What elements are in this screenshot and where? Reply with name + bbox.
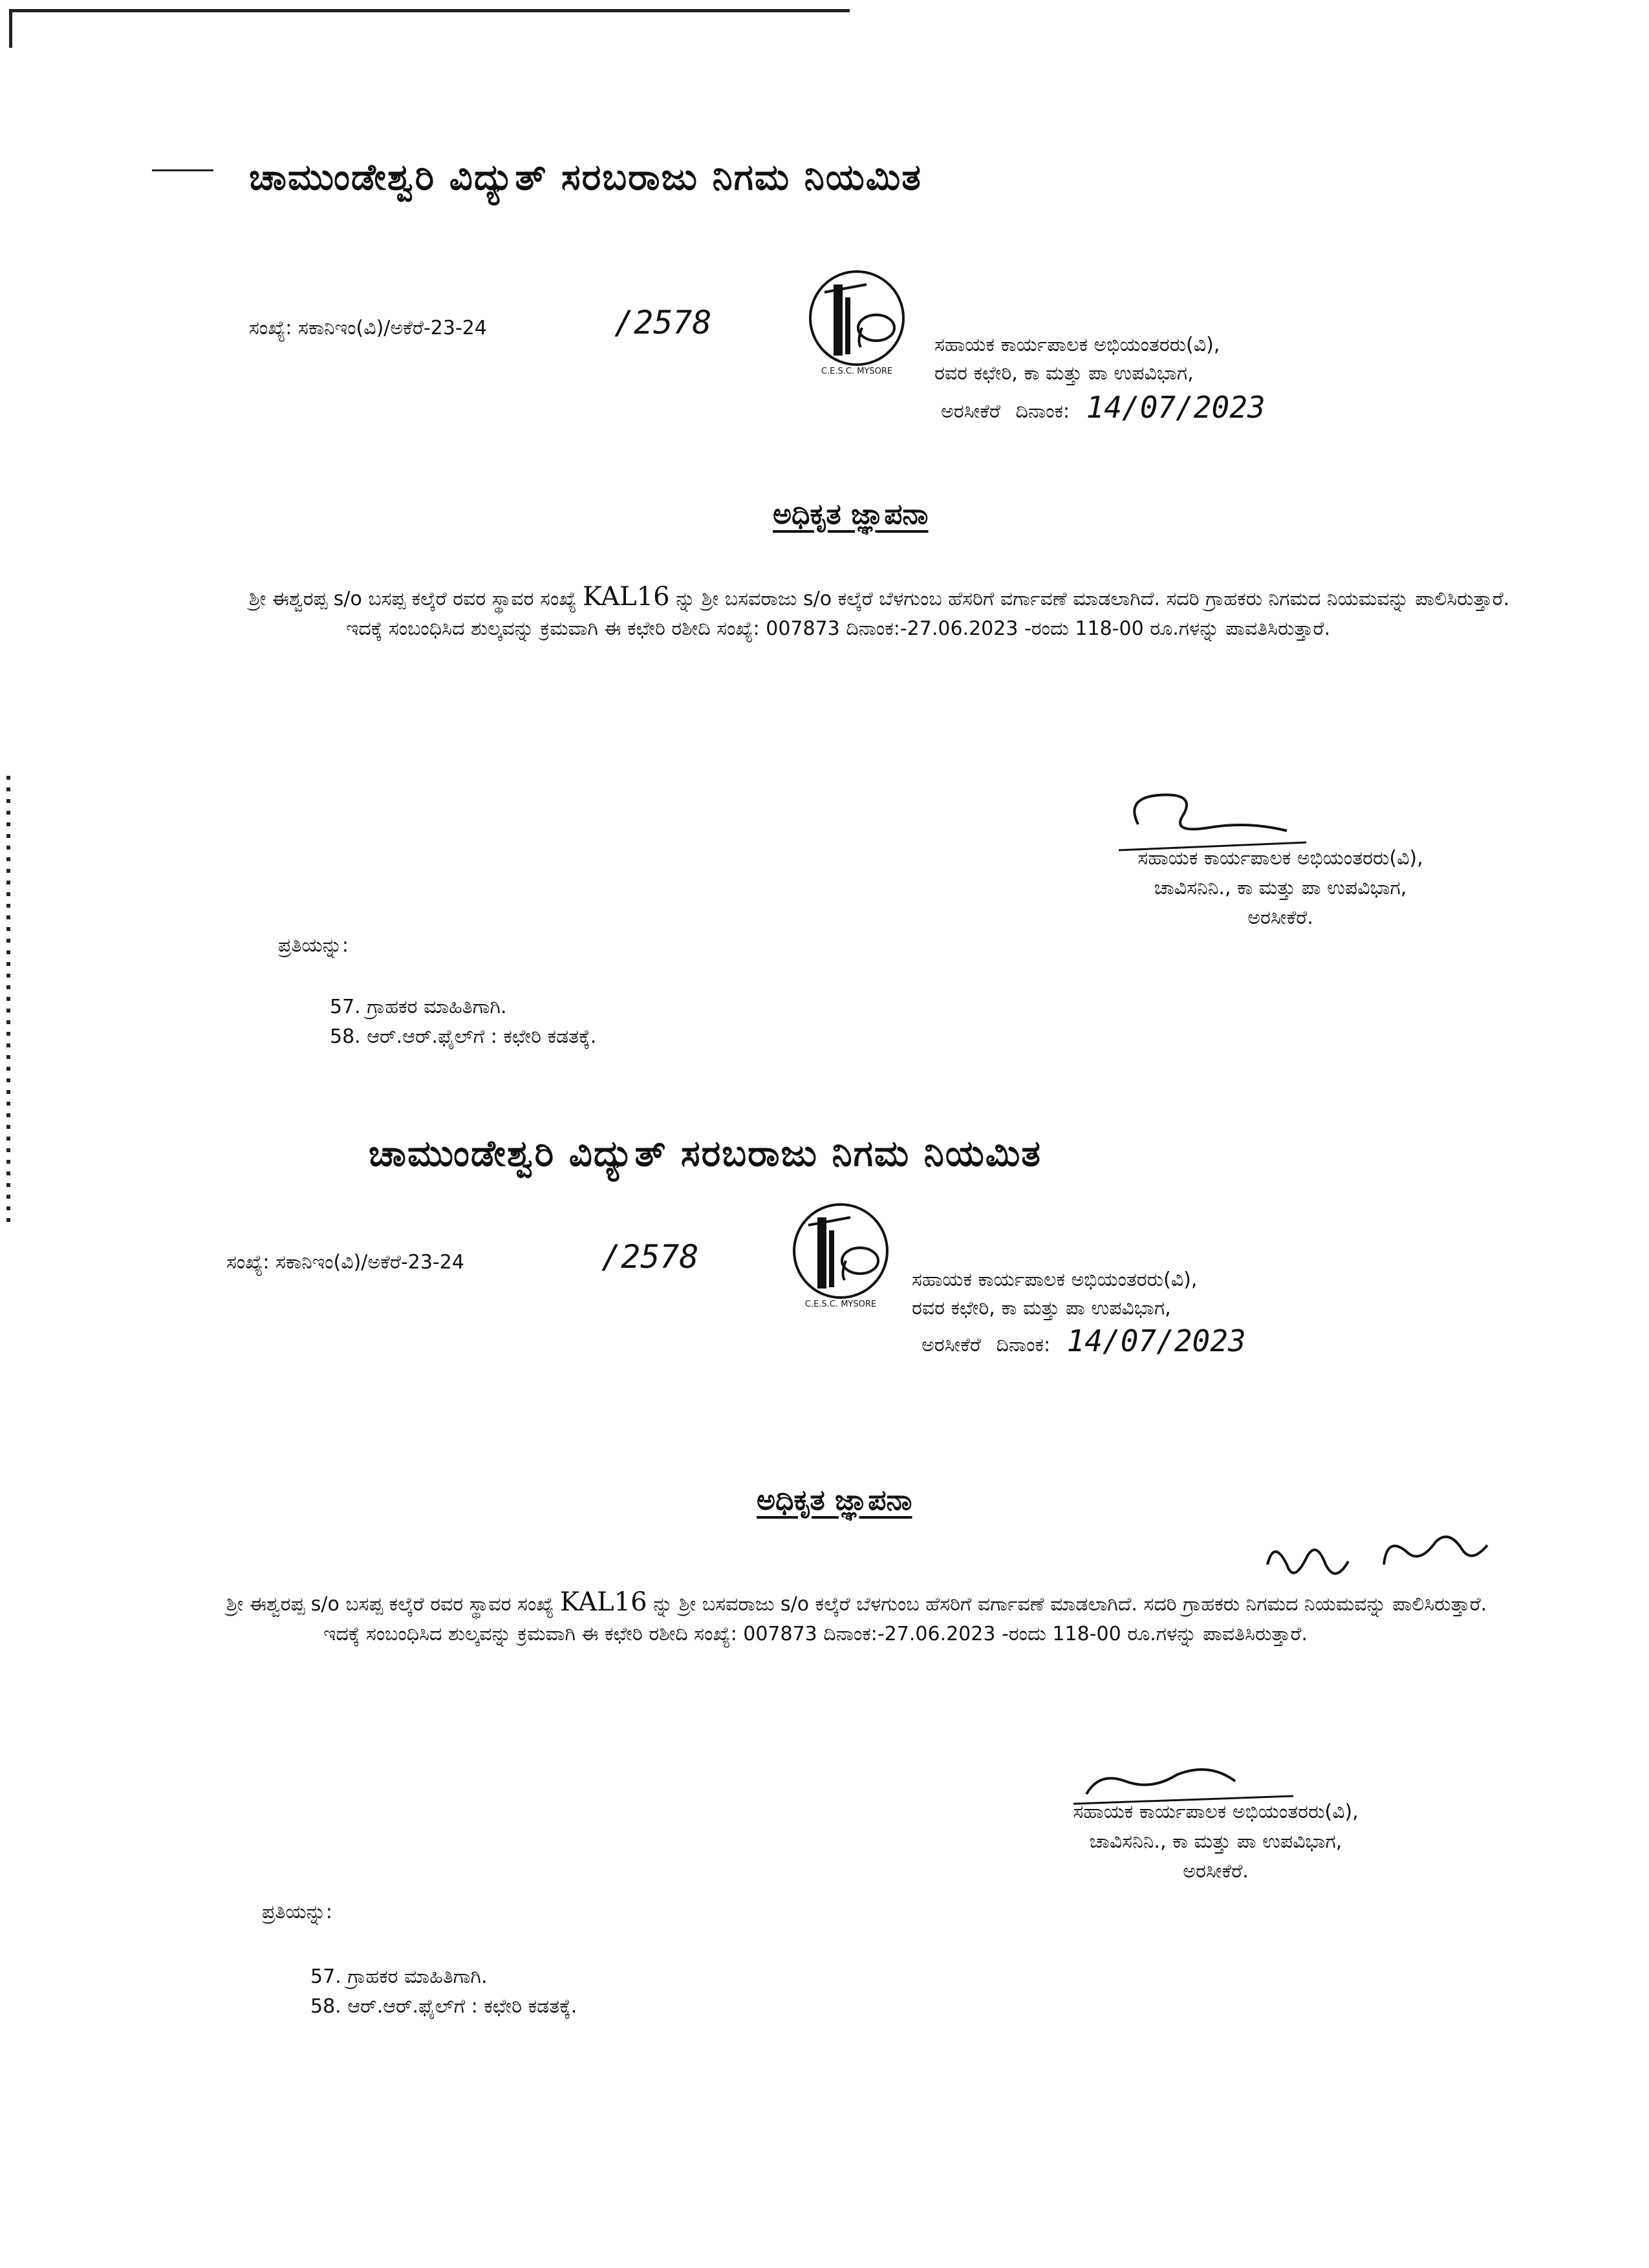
signatory-line-2: ಚಾವಿಸನಿನಿ., ಕಾ ಮತ್ತು ಪಾ ಉಪವಿಭಾಗ, xyxy=(1154,877,1407,899)
reference-number: /2578 xyxy=(601,1238,699,1276)
copies-list xyxy=(330,992,596,1052)
corporation-title: ಚಾಮುಂಡೇಶ್ವರಿ ವಿದ್ಯುತ್ ಸರಬರಾಜು ನಿಗಮ ನಿಯಮಿತ xyxy=(369,1133,1042,1175)
corporation-title: ಚಾಮುಂಡೇಶ್ವರಿ ವಿದ್ಯುತ್ ಸರಬರಾಜು ನಿಗಮ ನಿಯಮಿತ xyxy=(249,156,922,198)
body-paragraph-2: ಇದಕ್ಕೆ ಸಂಬಂಧಿಸಿದ ಶುಲ್ಕವನ್ನು ಕ್ರಮವಾಗಿ ಈ ಕಛೇರಿ ರಶೀದಿ ಸಂಖ್ಯೆ: 007873 ದಿನಾಂಕ:-27.06.2023 -ರಂದು 118-00 ರೂ.ಗಳನ್ನು ಪಾವತಿಸಿರುತ್ತಾರೆ. xyxy=(323,1623,1308,1645)
copies-label: ಪ್ರತಿಯನ್ನು: xyxy=(262,1901,332,1923)
scan-top-line xyxy=(9,9,850,12)
body-paragraph-2: ಇದಕ್ಕೆ ಸಂಬಂಧಿಸಿದ ಶುಲ್ಕವನ್ನು ಕ್ರಮವಾಗಿ ಈ ಕಛೇರಿ ರಶೀದಿ ಸಂಖ್ಯೆ: 007873 ದಿನಾಂಕ:-27.06.2023 -ರಂದು 118-00 ರೂ.ಗಳನ್ನು ಪಾವತಿಸಿರುತ್ತಾರೆ. xyxy=(346,617,1331,640)
svg-text:C.E.S.C. MYSORE: C.E.S.C. MYSORE xyxy=(804,1300,877,1309)
elephant-icon xyxy=(858,315,894,341)
copies-label: ಪ್ರತಿಯನ್ನು: xyxy=(278,934,349,957)
memo-heading: ಅಧಿಕೃತ ಜ್ಞಾಪನಾ xyxy=(773,498,929,531)
signatory-line-1: ಸಹಾಯಕ ಕಾರ್ಯಪಾಲಕ ಅಭಿಯಂತರರು(ವಿ), xyxy=(1073,1801,1359,1823)
signatory-line-3: ಅರಸೀಕೆರೆ. xyxy=(1183,1860,1249,1883)
body-paragraph-1: ಶ್ರೀ ಈಶ್ವರಪ್ಪ s/o ಬಸಪ್ಪ ಕಲ್ಕೆರೆ ರವರ ಸ್ಥಾವರ ಸಂಖ್ಯೆ KAL16 ನ್ನು ಶ್ರೀ ಬಸವರಾಜು s/o ಕಲ್ಕೆರೆ ಬೆಳಗುಂಬ ಹೆಸರಿಗೆ ವರ್ಗಾವಣೆ ಮಾಡಲಾಗಿದೆ. ಸದರಿ ಗ್ರಾಹಕರು ನಿಗಮದ ನಿಯಮವನ್ನು ಪಾಲಿಸಿರುತ್ತಾರೆ. xyxy=(249,582,1510,612)
office-line-1: ಸಹಾಯಕ ಕಾರ್ಯಪಾಲಕ ಅಭಿಯಂತರರು(ವಿ), xyxy=(912,1268,1198,1291)
body-paragraph-1: ಶ್ರೀ ಈಶ್ವರಪ್ಪ s/o ಬಸಪ್ಪ ಕಲ್ಕೆರೆ ರವರ ಸ್ಥಾವರ ಸಂಖ್ಯೆ KAL16 ನ್ನು ಶ್ರೀ ಬಸವರಾಜು s/o ಕಲ್ಕೆರೆ ಬೆಳಗುಂಬ ಹೆಸರಿಗೆ ವರ್ಗಾವಣೆ ಮಾಡಲಾಗಿದೆ. ಸದರಿ ಗ್ರಾಹಕರು ನಿಗಮದ ನಿಯಮವನ್ನು ಪಾಲಿಸಿರುತ್ತಾರೆ. xyxy=(226,1587,1487,1617)
title-dash xyxy=(152,169,213,171)
place-date-line xyxy=(921,1323,1246,1360)
memo-heading: ಅಧಿಕೃತ ಜ್ಞಾಪನಾ xyxy=(757,1484,912,1517)
date-label: ದಿನಾಂಕ: xyxy=(1015,400,1070,423)
date-label: ದಿನಾಂಕ: xyxy=(996,1334,1051,1356)
scan-left-edge xyxy=(6,776,10,1228)
svg-text:C.E.S.C. MYSORE: C.E.S.C. MYSORE xyxy=(821,367,893,376)
place-date-line xyxy=(941,390,1266,426)
place: ಅರಸೀಕೆರೆ xyxy=(921,1334,981,1356)
office-line-1: ಸಹಾಯಕ ಕಾರ್ಯಪಾಲಕ ಅಭಿಯಂತರರು(ವಿ), xyxy=(934,334,1220,356)
place: ಅರಸೀಕೆರೆ xyxy=(941,400,1000,423)
copy-item-2: 58. ಆರ್.ಆರ್.ಫೈಲ್‌ಗೆ : ಕಛೇರಿ ಕಡತಕ್ಕೆ. xyxy=(310,1995,577,2018)
signatory-line-2: ಚಾವಿಸನಿನಿ., ಕಾ ಮತ್ತು ಪಾ ಉಪವಿಭಾಗ, xyxy=(1089,1830,1342,1853)
signatory-block xyxy=(1061,844,1500,933)
copy-item-2: 58. ಆರ್.ಆರ್.ಫೈಲ್‌ಗೆ : ಕಛೇರಿ ಕಡತಕ್ಕೆ. xyxy=(330,1025,597,1048)
office-line-2: ರವರ ಕಛೇರಿ, ಕಾ ಮತ್ತು ಪಾ ಉಪವಿಭಾಗ, xyxy=(934,362,1194,385)
cesc-seal xyxy=(805,266,909,376)
office-line-2: ರವರ ಕಛೇರಿ, ಕಾ ಮತ್ತು ಪಾ ಉಪವಿಭಾಗ, xyxy=(912,1297,1171,1320)
scan-corner xyxy=(9,9,12,48)
copies-list xyxy=(310,1962,577,2022)
signatory-block xyxy=(970,1797,1461,1887)
date-value: 14/07/2023 xyxy=(1086,390,1266,425)
cesc-seal xyxy=(789,1199,892,1309)
office-address xyxy=(912,1266,1197,1323)
reference-prefix: ಸಂಖ್ಯೆ: ಸಕಾನಿಇಂ(ವಿ)/ಅಕೆರೆ-23-24 xyxy=(249,317,487,339)
signatory-line-3: ಅರಸೀಕೆರೆ. xyxy=(1247,906,1313,929)
copy-item-1: 57. ಗ್ರಾಹಕರ ಮಾಹಿತಿಗಾಗಿ. xyxy=(310,1965,488,1988)
signatory-line-1: ಸಹಾಯಕ ಕಾರ್ಯಪಾಲಕ ಅಭಿಯಂತರರು(ವಿ), xyxy=(1137,847,1423,870)
date-value: 14/07/2023 xyxy=(1066,1323,1246,1358)
handwritten-note xyxy=(1261,1519,1507,1590)
reference-prefix: ಸಂಖ್ಯೆ: ಸಕಾನಿಇಂ(ವಿ)/ಅಕೆರೆ-23-24 xyxy=(226,1251,464,1274)
memo-body xyxy=(226,1587,1568,1649)
reference-number: /2578 xyxy=(614,304,712,341)
memo-body xyxy=(249,582,1581,644)
office-address xyxy=(934,331,1220,388)
copy-item-1: 57. ಗ್ರಾಹಕರ ಮಾಹಿತಿಗಾಗಿ. xyxy=(330,996,507,1018)
elephant-icon xyxy=(842,1248,878,1274)
